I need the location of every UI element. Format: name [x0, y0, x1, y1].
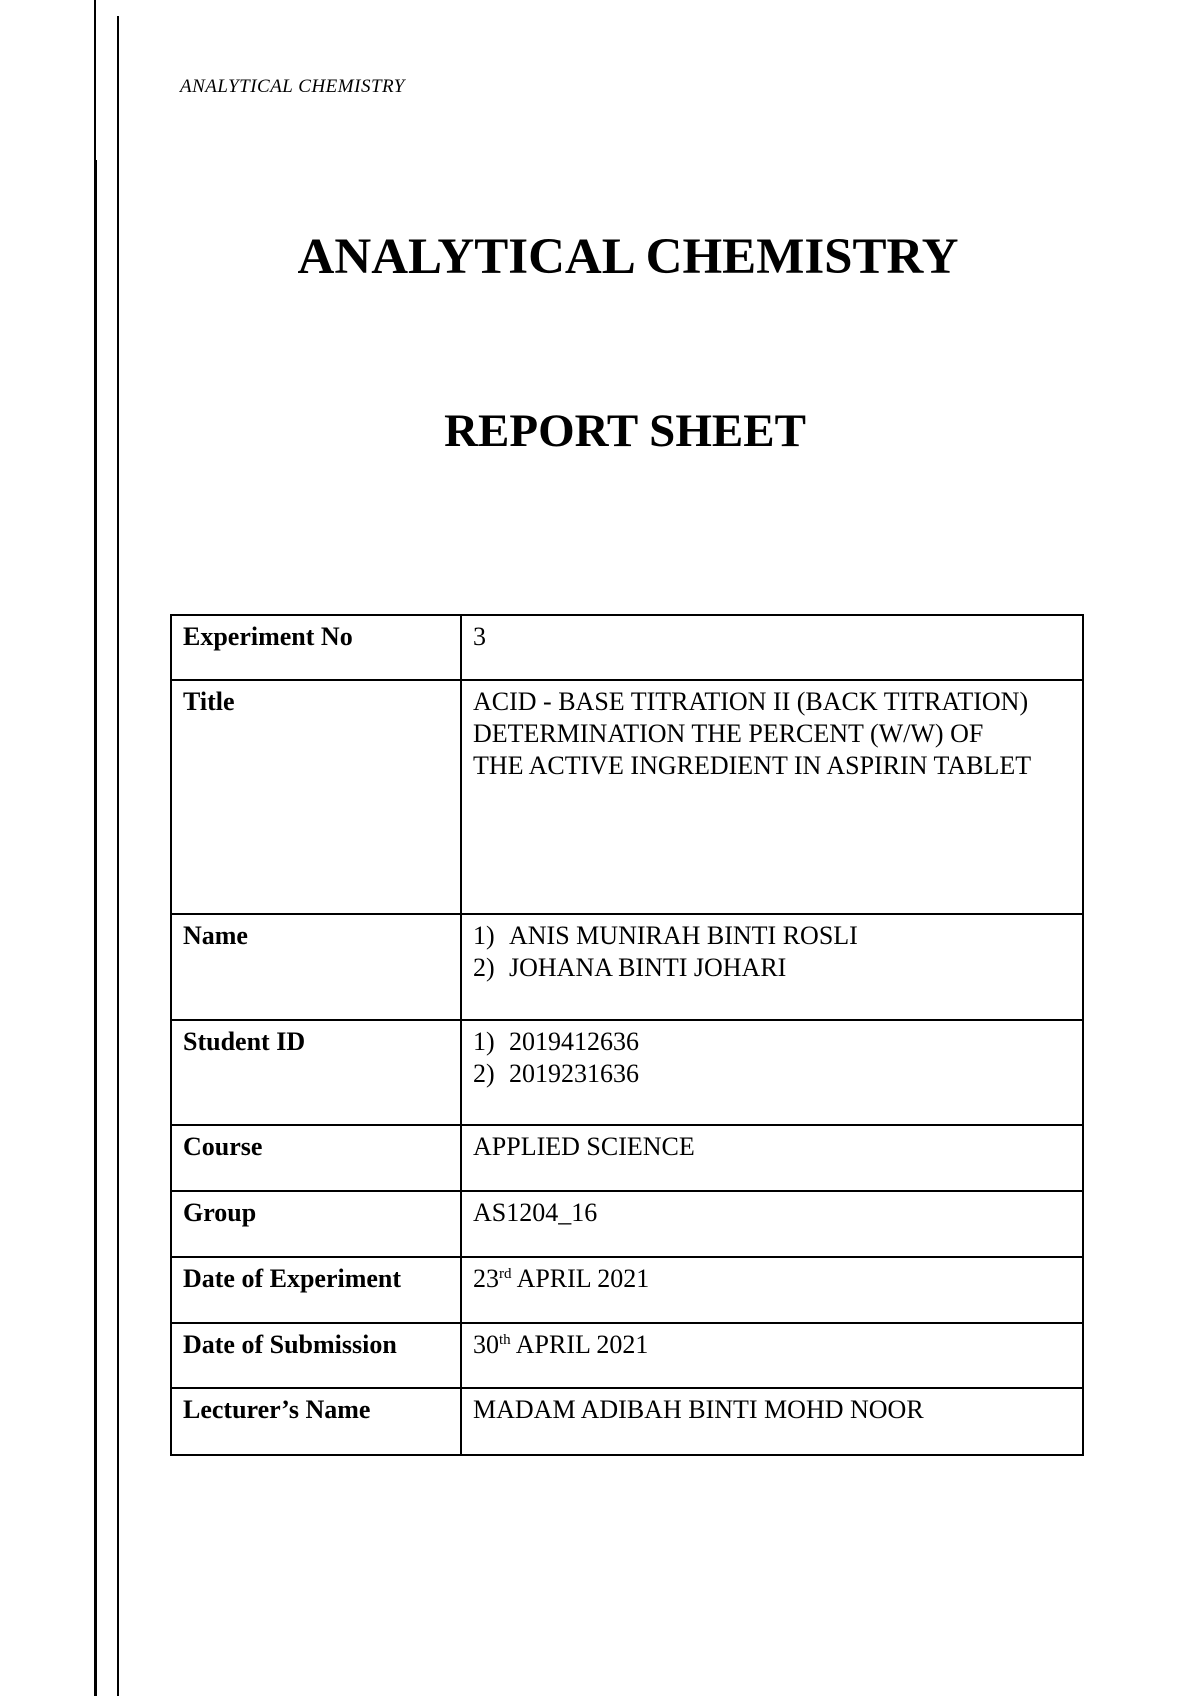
document-subtitle: REPORT SHEET [444, 405, 806, 457]
list-item [473, 1026, 1074, 1058]
table-row-group [171, 1191, 1083, 1257]
student-id: 2019412636 [509, 1027, 639, 1056]
table-row-lecturer-name [171, 1388, 1083, 1455]
list-number: 1) [473, 921, 495, 950]
date-day: 23 [473, 1264, 499, 1293]
table-row-date-of-submission [171, 1323, 1083, 1388]
student-id-value [461, 1020, 1083, 1125]
title-label: Title [171, 680, 461, 914]
lecturer-name-label: Lecturer’s Name [171, 1388, 461, 1455]
date-of-experiment-value [461, 1257, 1083, 1323]
report-info-table [170, 614, 1084, 1456]
list-number: 1) [473, 1027, 495, 1056]
student-name: ANIS MUNIRAH BINTI ROSLI [509, 921, 858, 950]
table-row-name [171, 914, 1083, 1020]
title-line: ACID - BASE TITRATION II (BACK TITRATION) [473, 687, 1029, 716]
date-month-year: APRIL 2021 [511, 1264, 650, 1293]
course-value: APPLIED SCIENCE [461, 1125, 1083, 1191]
group-value: AS1204_16 [461, 1191, 1083, 1257]
lecturer-name-value: MADAM ADIBAH BINTI MOHD NOOR [461, 1388, 1083, 1455]
student-name: JOHANA BINTI JOHARI [509, 953, 787, 982]
list-number: 2) [473, 1059, 495, 1088]
course-label: Course [171, 1125, 461, 1191]
student-id-label: Student ID [171, 1020, 461, 1125]
table-row-date-of-experiment [171, 1257, 1083, 1323]
title-value [461, 680, 1083, 914]
running-header: ANALYTICAL CHEMISTRY [180, 76, 405, 97]
student-id: 2019231636 [509, 1059, 639, 1088]
date-of-experiment-label: Date of Experiment [171, 1257, 461, 1323]
experiment-no-value: 3 [461, 615, 1083, 680]
name-label: Name [171, 914, 461, 1020]
table-row-course [171, 1125, 1083, 1191]
margin-rule-outer [94, 160, 97, 1696]
list-item [473, 920, 1074, 952]
title-line: DETERMINATION THE PERCENT (W/W) OF [473, 719, 984, 748]
date-day: 30 [473, 1330, 499, 1359]
group-label: Group [171, 1191, 461, 1257]
experiment-no-label: Experiment No [171, 615, 461, 680]
list-item [473, 952, 1074, 984]
date-month-year: APRIL 2021 [510, 1330, 649, 1359]
table-row-student-id [171, 1020, 1083, 1125]
name-value [461, 914, 1083, 1020]
table-row-experiment-no [171, 615, 1083, 680]
date-ordinal-suffix: rd [499, 1266, 512, 1282]
date-ordinal-suffix: th [499, 1332, 511, 1348]
date-of-submission-label: Date of Submission [171, 1323, 461, 1388]
title-line: THE ACTIVE INGREDIENT IN ASPIRIN TABLET [473, 751, 1032, 780]
margin-rule-outer-top [94, 0, 96, 160]
table-row-title [171, 680, 1083, 914]
date-of-submission-value [461, 1323, 1083, 1388]
document-title: ANALYTICAL CHEMISTRY [297, 229, 959, 285]
list-item [473, 1058, 1074, 1090]
list-number: 2) [473, 953, 495, 982]
